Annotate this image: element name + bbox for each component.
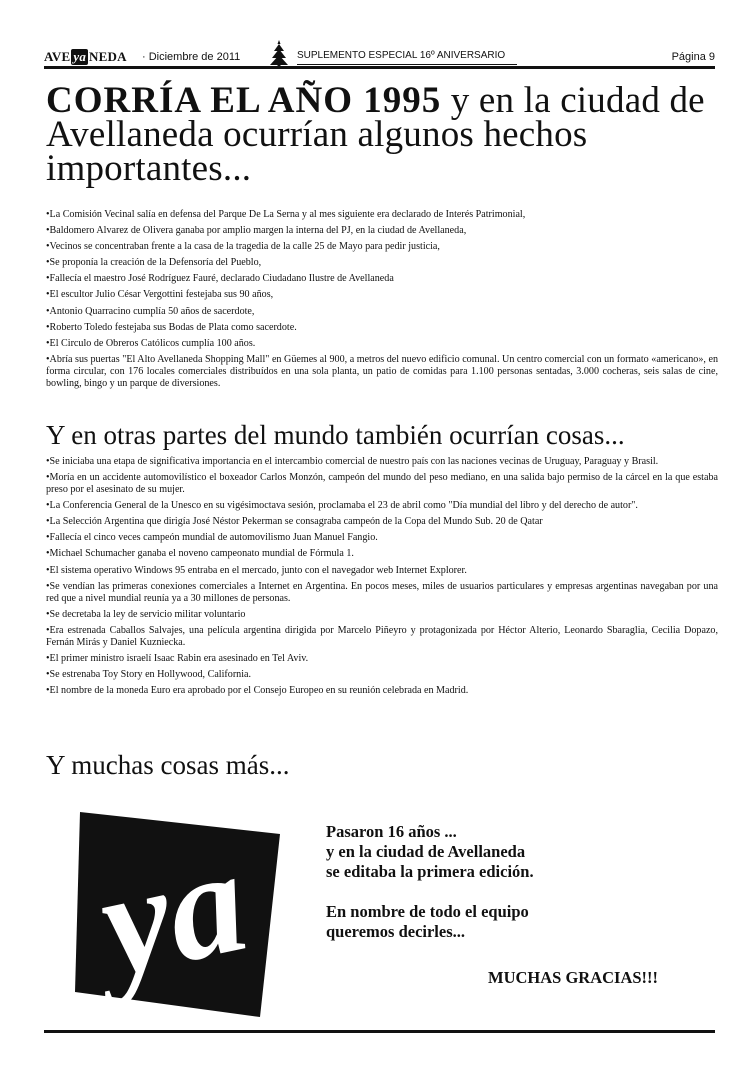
page-number: Página 9: [671, 51, 715, 63]
list-item: •Baldomero Alvarez de Olivera ganaba por amplio margen la interna del PJ, en la ciudad de Avellaneda,: [46, 225, 467, 237]
list-item: •El primer ministro israelí Isaac Rabin era asesinado en Tel Aviv.: [46, 652, 309, 664]
closing-thanks: MUCHAS GRACIAS!!!: [488, 968, 659, 987]
list-item: •Moría en un accidente automovilístico el boxeador Carlos Monzón, campeón del mundo del peso mediano, en una salida bajo permiso de la cárcel en la que estaba preso por el asesinato de su mujer.: [46, 472, 718, 496]
world-heading: Y en otras partes del mundo también ocurrían cosas...: [46, 420, 625, 450]
header-divider: [44, 66, 715, 69]
list-item: •Abría sus puertas "El Alto Avellaneda Shopping Mall" en Güemes al 900, a metros del nuevo edificio comunal. Un centro comercial con un formato «americano», en forma circular, con 176 locales comerciales distribuídos en una sola planta, un patio de comidas para 1.100 personas sentadas, 3.000 cocheras, seis salas de cine, bowling, bingo y un parque de diversiones.: [46, 353, 718, 389]
list-item: •El sistema operativo Windows 95 entraba en el mercado, junto con el navegador web Internet Explorer.: [46, 564, 467, 576]
list-item: •Se iniciaba una etapa de significativa importancia en el intercambio comercial de nuestro país con las naciones vecinas de Uruguay, Paraguay y Brasil.: [46, 456, 659, 467]
thanks-message: [326, 822, 686, 942]
thanks-line: Pasaron 16 años ...: [326, 822, 457, 841]
list-item: •Michael Schumacher ganaba el noveno campeonato mundial de Fórmula 1.: [46, 548, 354, 560]
list-item: •Era estrenada Caballos Salvajes, una película argentina dirigida por Marcelo Piñeyro y protagonizada por Héctor Alterio, Leonardo Sbaraglia, Cecilia Dopazo, Fernán Mirás y Daniel Kuzniecka.: [46, 624, 718, 648]
list-item: •El escultor Julio César Vergottini festejaba sus 90 años,: [46, 289, 274, 301]
local-events-list: [46, 209, 718, 394]
list-item: •La Selección Argentina que dirigía José Néstor Pekerman se consagraba campeón de la Copa del Mundo Sub. 20 de Qatar: [46, 516, 543, 528]
list-item: •Roberto Toledo festejaba sus Bodas de Plata como sacerdote.: [46, 321, 297, 333]
logo-part-b: NEDA: [89, 49, 127, 64]
ya-logo: [75, 812, 285, 1017]
list-item: •Fallecía el maestro José Rodríguez Fauré, declarado Ciudadano Ilustre de Avellaneda: [46, 273, 394, 285]
list-item: •Fallecía el cinco veces campeón mundial de automovilismo Juan Manuel Fangio.: [46, 532, 378, 544]
footer-divider: [44, 1030, 715, 1033]
list-item: •La Conferencia General de la Unesco en su vigésimoctava sesión, proclamaba el 23 de abril como "Día mundial del libro y del derecho de autor".: [46, 500, 638, 512]
list-item: •El Circulo de Obreros Católicos cumplía 100 años.: [46, 337, 256, 349]
supplement-label: SUPLEMENTO ESPECIAL 16º ANIVERSARIO: [297, 50, 517, 65]
list-item: •Se proponía la creación de la Defensoría del Pueblo,: [46, 257, 262, 269]
title-year: CORRÍA EL AÑO 1995: [46, 80, 442, 121]
list-item: •El nombre de la moneda Euro era aprobado por el Consejo Europeo en su reunión celebrada en Madrid.: [46, 685, 469, 697]
christmas-tree-icon: [270, 40, 288, 68]
page-title: [46, 80, 726, 189]
thanks-line: queremos decirles...: [326, 922, 466, 941]
more-heading: Y muchas cosas más...: [46, 750, 290, 780]
logo-part-a: AVE: [44, 49, 71, 64]
list-item: •Se vendían las primeras conexiones comerciales a Internet en Argentina. En pocos meses, miles de usuarios particulares y empresas argentinas navegaban por una red que a nivel mundial reunía ya a 30 millones de personas.: [46, 580, 718, 604]
list-item: •Se estrenaba Toy Story en Hollywood, California.: [46, 669, 252, 681]
thanks-line: se editaba la primera edición.: [326, 862, 534, 881]
thanks-line: y en la ciudad de Avellaneda: [326, 842, 526, 861]
thanks-line: En nombre de todo el equipo: [326, 902, 529, 921]
issue-date: · Diciembre de 2011: [142, 51, 241, 63]
title-rest: y en la ciudad de Avellaneda ocurrían algunos hechos importantes...: [46, 80, 705, 189]
world-events-list: [46, 456, 718, 701]
svg-text:ya: ya: [86, 816, 260, 1009]
list-item: •Se decretaba la ley de servicio militar voluntario: [46, 608, 246, 620]
masthead-logo: [44, 49, 127, 65]
logo-ya: ya: [73, 49, 87, 64]
page-header: [44, 46, 715, 68]
list-item: •Antonio Quarracino cumplía 50 años de sacerdote,: [46, 305, 255, 317]
list-item: •La Comisión Vecinal salía en defensa del Parque De La Serna y al mes siguiente era declarado de Interés Patrimonial,: [46, 209, 526, 220]
list-item: •Vecinos se concentraban frente a la casa de la tragedia de la calle 25 de Mayo para pedir justicia,: [46, 241, 440, 253]
